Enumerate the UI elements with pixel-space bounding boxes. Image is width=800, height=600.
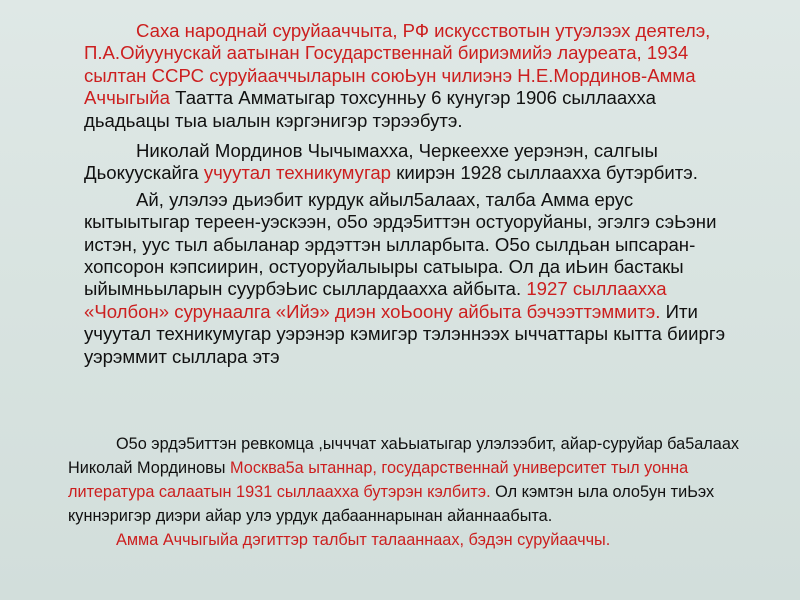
text-run: 1927 сыллаахха «Чолбон» сурунаалга «Ийэ» диэн хоЬоону айбыта бэчээттэммитэ. — [84, 278, 667, 322]
text-run: Ол кэмтэн ыла оло5ун тиЬэх куннэригэр диэри айар улэ урдук дабааннарынан айаннаабыта. — [68, 483, 715, 525]
paragraph-childhood — [84, 189, 744, 368]
text-run: киирэн 1928 сыллаахха бутэрбитэ. — [391, 162, 698, 184]
paragraph-biography — [84, 20, 744, 132]
text-run: Ити учуутал техникумугар уэрэнэр кэмигэр тэлэннээх ыччаттары кытта бииргэ уэрэммит сыллара этэ — [84, 300, 726, 367]
text-run: Ай, улэлээ дьиэбит курдук айыл5алаах, талба Амма ерус кытыытыгар тереен-уэскээн, о5о эрдэ5иттэн остуоруйаны, эгэлгэ сэЬэни истэн, уус тыл абыланар эрдэттэн ылларбыта. О5о сылдьан ыпсаран-хопсорон кэпсиирин, остуоруйалыыры сатыыра. Ол да иЬин бастакы ыйымньыларын суурбэЬис сыллардаахха айбыта. — [84, 188, 717, 300]
text-run: Саха народнай суруйааччыта, РФ искусствотын утуэлээх деятелэ, П.А.Ойуунускай аатынан Государственнай бириэмийэ лауреата, 1934 сылтан ССРС суруйааччыларын союЬун чилиэнэ Н.Е.Мординов-Амма Аччыгыйа — [84, 20, 711, 109]
text-run: учуутал техникумугар — [203, 162, 392, 184]
paragraph-career — [68, 432, 748, 528]
text-run: Николай Мординов Чычымахха, Черкееххе уерэнэн, салгыы Дьокуускайга — [84, 140, 658, 184]
paragraph-education — [84, 140, 744, 185]
secondary-text-block — [68, 432, 748, 552]
text-run: Москва5а ытаннар, государственнай университет тыл уонна литература салаатын 1931 сыллаахха бутэрэн кэлбитэ. — [68, 459, 689, 501]
main-text-block — [84, 20, 744, 372]
paragraph-conclusion — [68, 528, 748, 552]
text-run: Таатта Амматыгар тохсунньу 6 кунугэр 1906 сыллаахха дьадьацы тыа ыалын кэргэнигэр тэрээбутэ. — [84, 87, 656, 131]
text-run: О5о эрдэ5иттэн ревкомца ,ычччат хаЬыатыгар улэлээбит, айар-суруйар ба5алаах Николай Мординовы — [68, 435, 740, 477]
text-run: Амма Аччыгыйа дэгиттэр талбыт талааннаах, бэдэн суруйааччы. — [116, 531, 611, 549]
